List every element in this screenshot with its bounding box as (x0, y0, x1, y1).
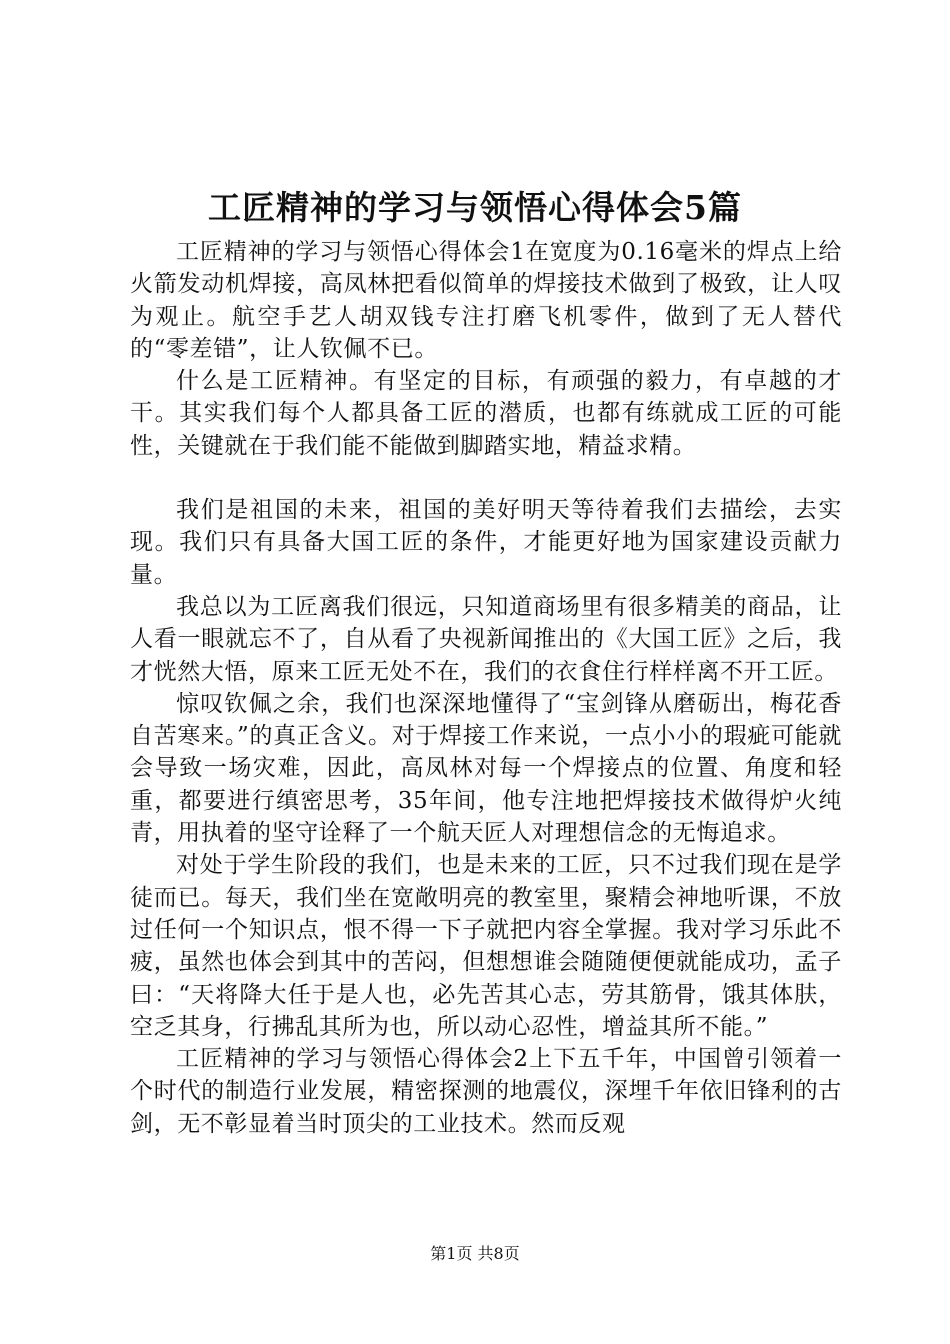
paragraph-3: 我们是祖国的未来，祖国的美好明天等待着我们去描绘，去实现。我们只有具备大国工匠的条件，才能更好地为国家建设贡献力量。 (130, 497, 842, 588)
paragraph-2: 什么是工匠精神。有坚定的目标，有顽强的毅力，有卓越的才干。其实我们每个人都具备工匠的潜质，也都有练就成工匠的可能性，关键就在于我们能不能做到脚踏实地，精益求精。 (130, 368, 842, 459)
paragraph-1: 工匠精神的学习与领悟心得体会1在宽度为0.16毫米的焊点上给火箭发动机焊接，高凤林把看似简单的焊接技术做到了极致，让人叹为观止。航空手艺人胡双钱专注打磨飞机零件，做到了无人替代的“零差错”，让人钦佩不已。 (130, 239, 842, 362)
paragraph-6: 对处于学生阶段的我们，也是未来的工匠，只不过我们现在是学徒而已。每天，我们坐在宽敞明亮的教室里，聚精会神地听课，不放过任何一个知识点，恨不得一下子就把内容全掌握。我对学习乐此不疲，虽然也体会到其中的苦闷，但想想谁会随随便便就能成功，孟子曰：“天将降大任于是人也，必先苦其心志，劳其筋骨，饿其体肤，空乏其身，行拂乱其所为也，所以动心忍性，增益其所不能。” (130, 852, 842, 1040)
document-title: 工匠精神的学习与领悟心得体会5篇 (208, 188, 742, 227)
paragraph-7: 工匠精神的学习与领悟心得体会2上下五千年，中国曾引领着一个时代的制造行业发展，精密探测的地震仪，深埋千年依旧锋利的古剑，无不彰显着当时顶尖的工业技术。然而反观 (130, 1046, 842, 1137)
page-number-footer: 第1页 共8页 (430, 1244, 520, 1263)
paragraph-4: 我总以为工匠离我们很远，只知道商场里有很多精美的商品，让人看一眼就忘不了，自从看了央视新闻推出的《大国工匠》之后，我才恍然大悟，原来工匠无处不在，我们的衣食住行样样离不开工匠。 (130, 593, 842, 685)
document-body (130, 236, 842, 1140)
paragraph-5: 惊叹钦佩之余，我们也深深地懂得了“宝剑锋从磨砺出，梅花香自苦寒来。”的真正含义。对于焊接工作来说，一点小小的瑕疵可能就会导致一场灾难，因此，高凤林对每一个焊接点的位置、角度和轻重，都要进行缜密思考，35年间，他专注地把焊接技术做得炉火纯青，用执着的坚守诠释了一个航天匠人对理想信念的无悔追求。 (130, 690, 842, 847)
